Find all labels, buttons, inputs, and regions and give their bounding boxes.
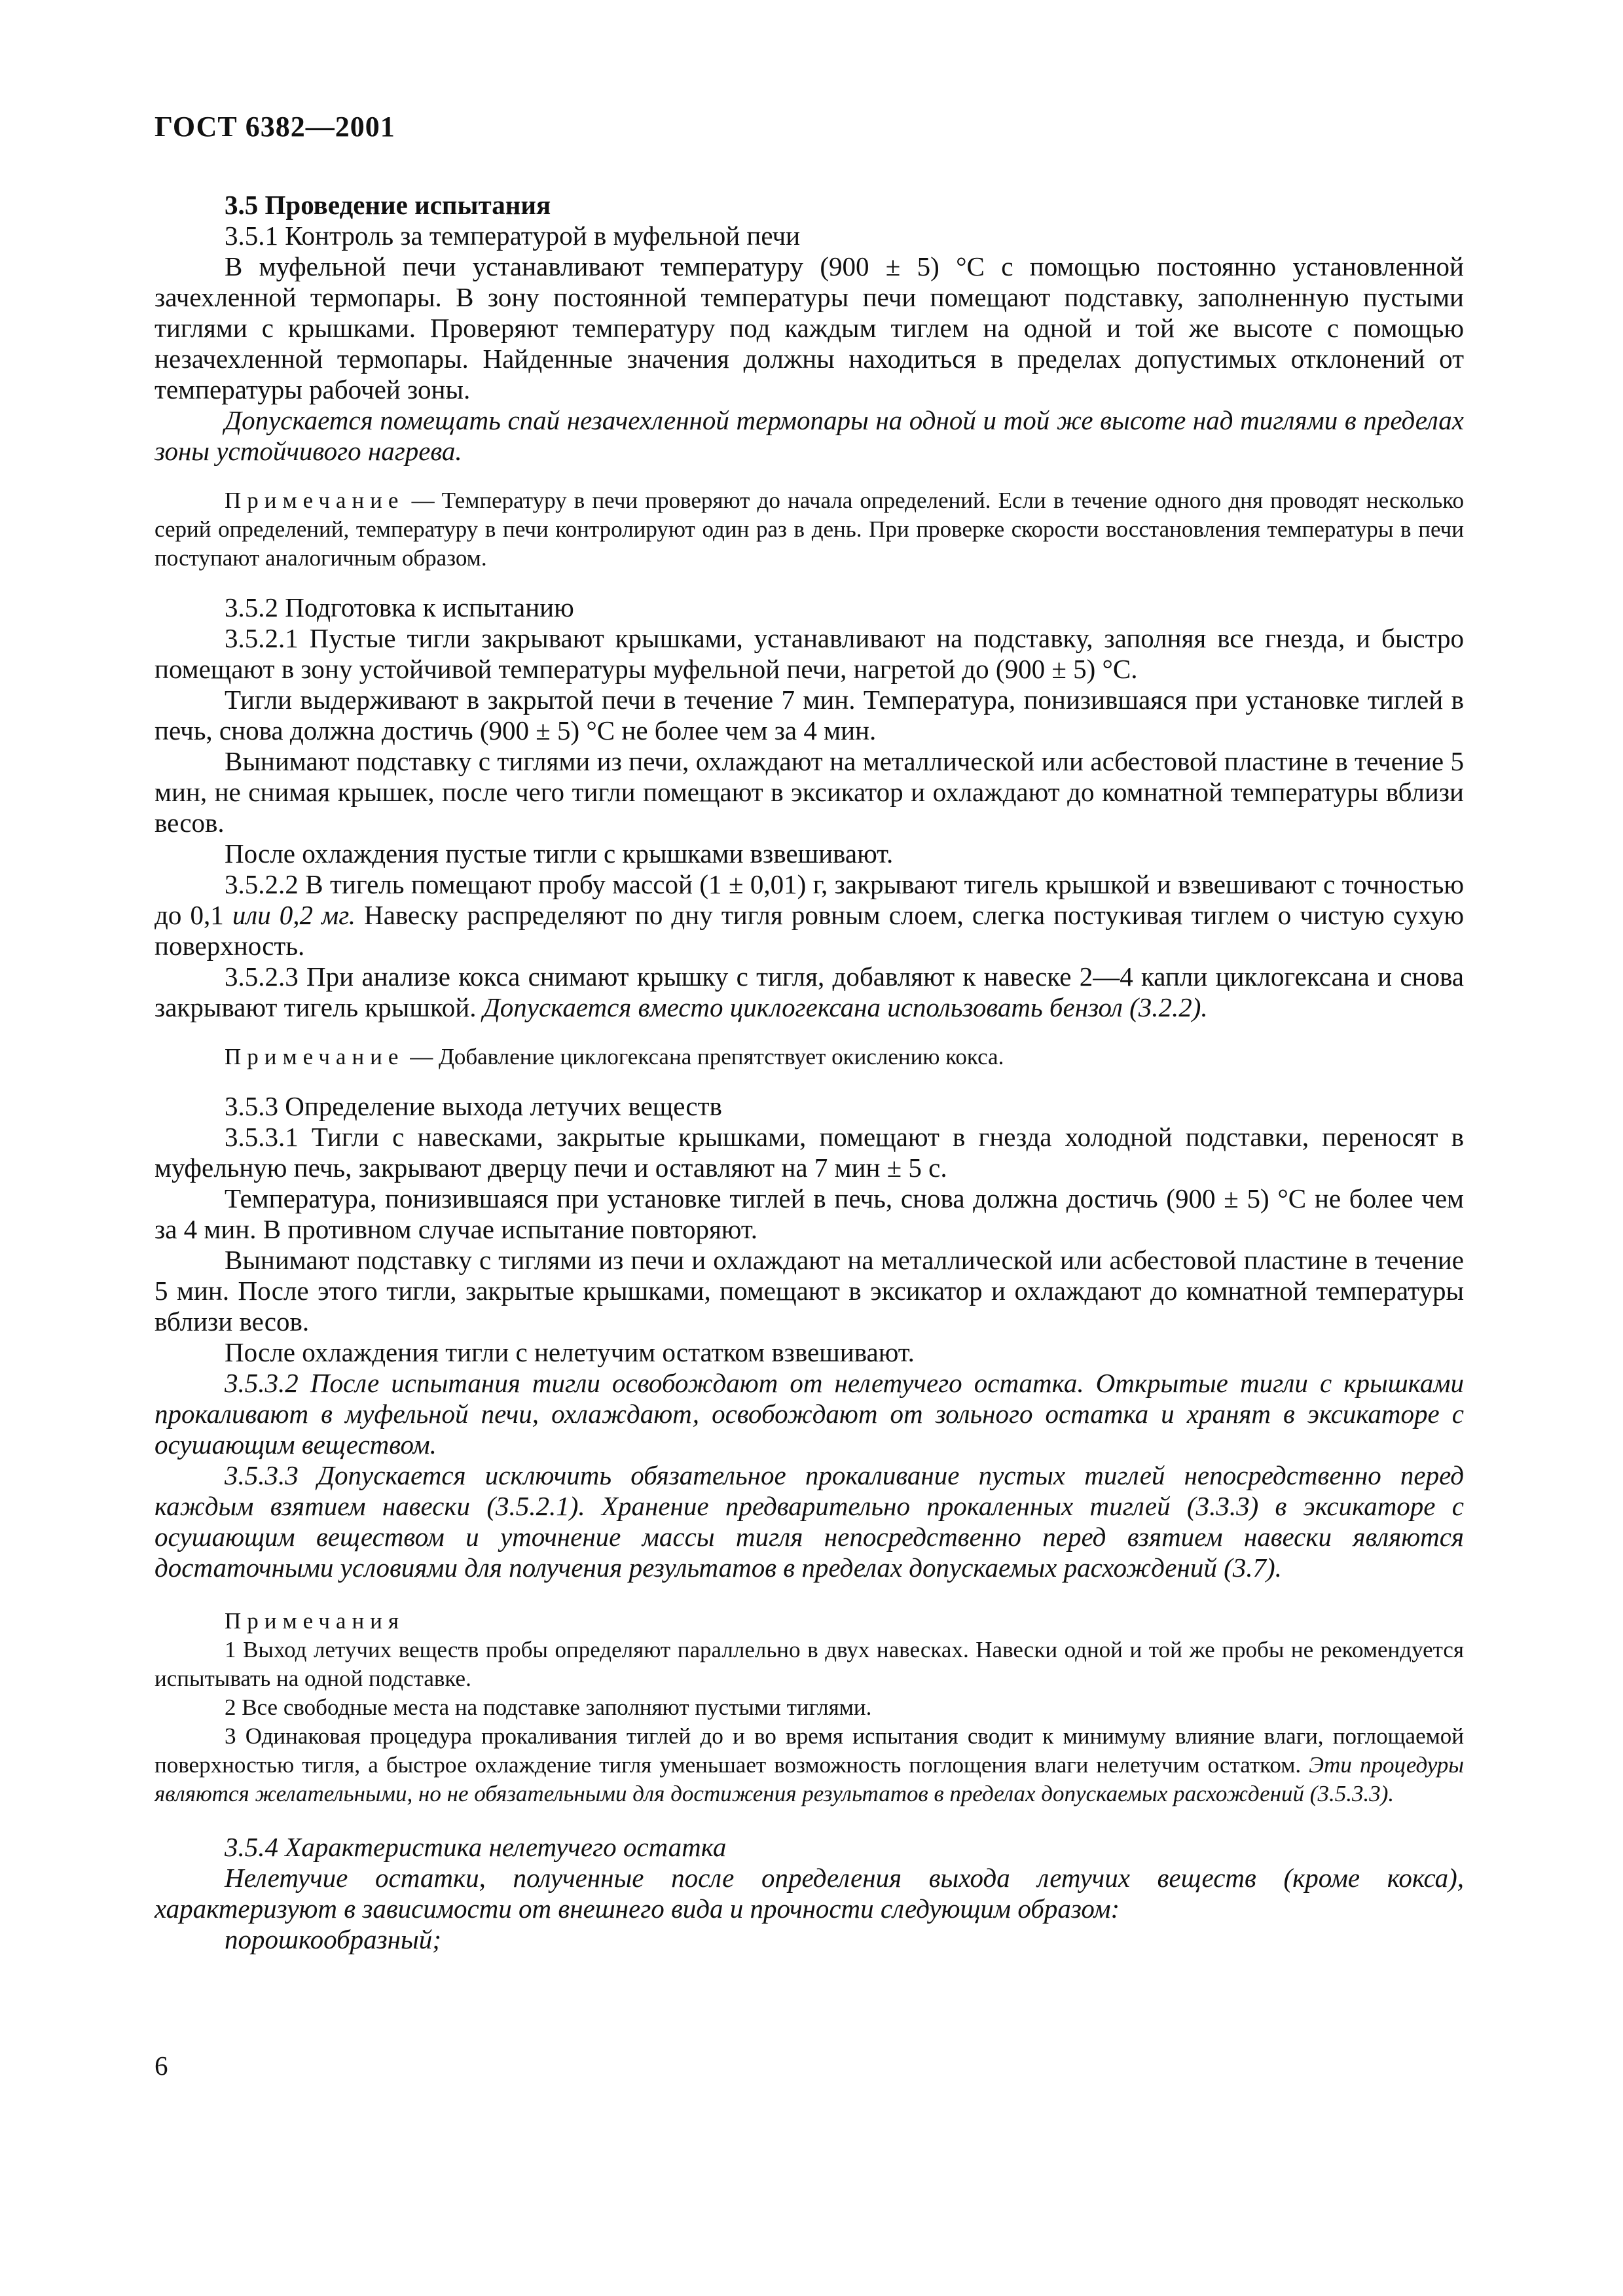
- paragraph-italic: Допускается помещать спай незачехленной термопары на одной и той же высоте над тиглями в пределах зоны устойчивого нагрева.: [155, 405, 1464, 466]
- paragraph-italic: порошкообразный;: [225, 1924, 441, 1954]
- notes-label-text: Примечания: [225, 1608, 405, 1634]
- paragraph: После охлаждения пустые тигли с крышками взвешивают.: [225, 838, 894, 869]
- paragraph: [155, 961, 1464, 1023]
- section-3-5-2-title: 3.5.2 Подготовка к испытанию: [225, 592, 574, 622]
- page-number: 6: [155, 2051, 168, 2081]
- section-3-5-1-title: 3.5.1 Контроль за температурой в муфельной печи: [225, 221, 801, 251]
- text-run: 3 Одинаковая процедура прокаливания тиглей до и во время испытания сводит к минимуму влияние влаги, поглощаемой поверхностью тигля, а быстрое охлаждение тигля уменьшает возможность поглощения влаги нелетучим остатком.: [155, 1723, 1464, 1778]
- note-label: Примечание: [225, 488, 405, 513]
- note-item: [155, 1722, 1464, 1808]
- document-body: [155, 190, 1464, 1955]
- paragraph-italic: 3.5.3.3 Допускается исключить обязательное прокаливание пустых тиглей непосредственно перед каждым взятием навески (3.5.2.1). Хранение предварительно прокаленных тиглей (3.3.3) в эксикаторе с осушающим веществом и уточнение массы тигля непосредственно перед взятием навески являются достаточными условиями для получения результатов в пределах допускаемых расхождений (3.7).: [155, 1460, 1464, 1583]
- note-label: Примечание: [225, 1044, 405, 1069]
- note-item: 2 Все свободные места на подставке заполняют пустыми тиглями.: [225, 1695, 872, 1720]
- note-text: — Температуру в печи проверяют до начала определений. Если в течение одного дня проводят несколько серий определений, температуру в печи контролируют один раз в день. При проверке скорости восстановления температуры в печи поступают аналогичным образом.: [155, 488, 1464, 571]
- paragraph: В муфельной печи устанавливают температуру (900 ± 5) °С с помощью постоянно установленной зачехленной термопары. В зону постоянной температуры печи помещают подставку, заполненную пустыми тиглями с крышками. Проверяют температуру под каждым тиглем на одной и той же высоте с помощью незачехленной термопары. Найденные значения должны находиться в пределах допустимых отклонений от температуры рабочей зоны.: [155, 251, 1464, 404]
- document-header: ГОСТ 6382—2001: [155, 111, 395, 143]
- text-run: 3.5.2.2 В тигель помещают пробу массой (1 ± 0,01) г, закрывают тигель крышкой и взвешивают с точностью до 0,1: [155, 869, 1464, 930]
- paragraph: Тигли выдерживают в закрытой печи в течение 7 мин. Температура, понизившаяся при установке тиглей в печь, снова должна достичь (900 ± 5) °С не более чем за 4 мин.: [155, 685, 1464, 745]
- paragraph: Вынимают подставку с тиглями из печи, охлаждают на металлической или асбестовой пластине в течение 5 мин, не снимая крышек, после чего тигли помещают в эксикатор и охлаждают до комнатной температуры вблизи весов.: [155, 746, 1464, 838]
- note: [155, 486, 1464, 573]
- paragraph: [155, 869, 1464, 961]
- text-run-italic: или 0,2 мг.: [232, 900, 356, 930]
- paragraph: Вынимают подставку с тиглями из печи и охлаждают на металлической или асбестовой пластине в течение 5 мин. После этого тигли, закрытые крышками, помещают в эксикатор и охлаждают до комнатной температуры вблизи весов.: [155, 1245, 1464, 1336]
- section-3-5-4-title: 3.5.4 Характеристика нелетучего остатка: [225, 1832, 727, 1862]
- text-run: Навеску распределяют по дну тигля ровным слоем, слегка постукивая тиглем о чистую сухую поверхность.: [155, 900, 1464, 961]
- paragraph-italic: 3.5.3.2 После испытания тигли освобождают от нелетучего остатка. Открытые тигли с крышками прокаливают в муфельной печи, охлаждают, освобождают от зольного остатка и хранят в эксикаторе с осушающим веществом.: [155, 1368, 1464, 1460]
- notes-label: [155, 1607, 1464, 1636]
- text-run-italic: Допускается вместо циклогексана использовать бензол (3.2.2).: [483, 992, 1208, 1022]
- paragraph: После охлаждения тигли с нелетучим остатком взвешивают.: [225, 1337, 915, 1367]
- paragraph: 3.5.3.1 Тигли с навесками, закрытые крышками, помещают в гнезда холодной подставки, переносят в муфельную печь, закрывают дверцу печи и оставляют на 7 мин ± 5 с.: [155, 1122, 1464, 1183]
- paragraph: Температура, понизившаяся при установке тиглей в печь, снова должна достичь (900 ± 5) °С не более чем за 4 мин. В противном случае испытание повторяют.: [155, 1183, 1464, 1244]
- note-item: 1 Выход летучих веществ пробы определяют параллельно в двух навесках. Навески одной и той же пробы не рекомендуется испытывать на одной подставке.: [155, 1637, 1464, 1691]
- paragraph-italic: Нелетучие остатки, полученные после определения выхода летучих веществ (кроме кокса), характеризуют в зависимости от внешнего вида и прочности следующим образом:: [155, 1863, 1464, 1924]
- note-text: — Добавление циклогексана препятствует окислению кокса.: [404, 1044, 1004, 1069]
- section-3-5-title: 3.5 Проведение испытания: [225, 190, 551, 220]
- section-3-5-3-title: 3.5.3 Определение выхода летучих веществ: [225, 1091, 722, 1121]
- text-run-italic: Эти процедуры являются желательными, но не обязательными для достижения результатов в пределах допускаемых расхождений (3.5.3.3).: [155, 1752, 1465, 1806]
- paragraph: 3.5.2.1 Пустые тигли закрывают крышками, устанавливают на подставку, заполняя все гнезда, и быстро помещают в зону устойчивой температуры муфельной печи, нагретой до (900 ± 5) °С.: [155, 623, 1464, 684]
- note: [155, 1043, 1464, 1071]
- text-run: 3.5.2.3 При анализе кокса снимают крышку с тигля, добавляют к навеске 2—4 капли циклогексана и снова закрывают тигель крышкой.: [155, 961, 1464, 1022]
